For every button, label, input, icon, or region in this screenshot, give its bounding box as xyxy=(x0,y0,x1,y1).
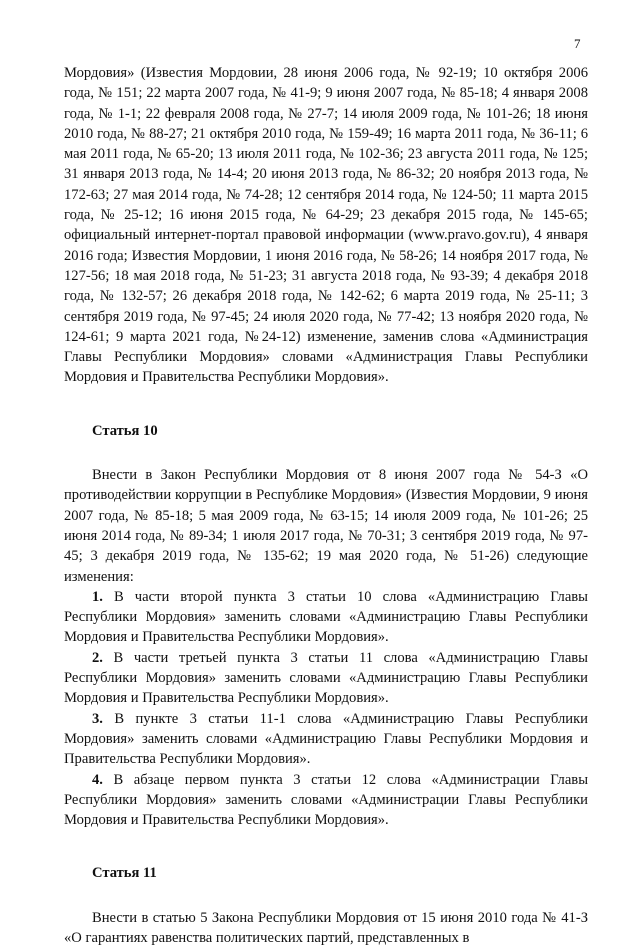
article-10-intro: Внести в Закон Республики Мордовия от 8 июня 2007 года № 54-З «О противодействии коррупции в Республике Мордовия» (Известия Мордовии, 9 июня 2007 года, № 85-18; 5 мая 2009 года, № 63-15; 14 июля 2009 года, № 101-26; 25 июня 2014 года, № 89-34; 1 июля 2017 года, № 70-31; 3 сентября 2019 года, № 97-45; 3 декабря 2019 года, № 135-62; 19 мая 2020 года, № 51-26) следующие изменения: xyxy=(64,467,588,585)
article-11-heading: Статья 11 xyxy=(92,865,157,882)
item-number: 4. xyxy=(92,771,103,788)
document-body xyxy=(64,63,588,948)
item-text: В абзаце первом пункта 3 статьи 12 слова «Администрации Главы Республики Мордовия» заменить словами «Администрации Главы Республики Мордовия и Правительства Республики Мордовия». xyxy=(64,771,588,829)
article-11-intro: Внести в статью 5 Закона Республики Мордовия от 15 июня 2010 года № 41-З «О гарантиях равенства политических партий, представленных в xyxy=(64,909,588,946)
item-text: В части второй пункта 3 статьи 10 слова «Администрацию Главы Республики Мордовия» заменить словами «Администрацию Главы Республики Мордовия и Правительства Республики Мордовия». xyxy=(64,588,588,646)
article-10-item-3 xyxy=(64,709,588,770)
item-number: 1. xyxy=(92,588,103,605)
paragraph-continuation: Мордовия» (Известия Мордовии, 28 июня 2006 года, № 92-19; 10 октября 2006 года, № 151; 22 марта 2007 года, № 41-9; 9 июня 2007 года, № 85-18; 4 января 2008 года, № 1-1; 22 февраля 2008 года, № 27-7; 14 июля 2009 года, № 101-26; 18 июня 2010 года, № 88-27; 21 октября 2010 года, № 159-49; 16 марта 2011 года, № 36-11; 6 мая 2011 года, № 65-20; 13 июля 2011 года, № 102-36; 23 августа 2011 года, № 125; 31 января 2013 года, № 14-4; 20 июня 2013 года, № 86-32; 20 ноября 2013 года, № 172-63; 27 мая 2014 года, № 74-28; 12 сентября 2014 года, № 124-50; 11 марта 2015 года, № 25-12; 16 июня 2015 года, № 64-29; 23 декабря 2015 года, № 145-65; официальный интернет-портал правовой информации (www.pravo.gov.ru), 4 января 2016 года; Известия Мордовии, 1 июня 2016 года, № 58-26; 14 ноября 2017 года, № 127-56; 18 мая 2018 года, № 51-23; 31 августа 2018 года, № 93-39; 4 декабря 2018 года, № 132-57; 26 декабря 2018 года, № 142-62; 6 марта 2019 года, № 25-11; 3 сентября 2019 года, № 97-45; 24 июля 2020 года, № 77-42; 13 ноября 2020 года, № 124-61; 9 марта 2021 года, №24-12) изменение, заменив слова «Администрация Главы Республики Мордовия» словами «Администрация Главы Республики Мордовия и Правительства Республики Мордовия». xyxy=(64,65,588,386)
item-number: 3. xyxy=(92,710,103,727)
page-number: 7 xyxy=(574,36,581,51)
item-text: В части третьей пункта 3 статьи 11 слова «Администрацию Главы Республики Мордовия» заменить словами «Администрацию Главы Республики Мордовия и Правительства Республики Мордовия». xyxy=(64,649,588,707)
item-number: 2. xyxy=(92,649,103,666)
item-text: В пункте 3 статьи 11-1 слова «Администрацию Главы Республики Мордовия» заменить словами «Администрацию Главы Республики Мордовия и Правительства Республики Мордовия». xyxy=(64,710,588,768)
article-10-item-4 xyxy=(64,770,588,831)
article-10-heading: Статья 10 xyxy=(92,422,158,439)
article-10-item-2 xyxy=(64,648,588,709)
article-10-item-1 xyxy=(64,587,588,648)
